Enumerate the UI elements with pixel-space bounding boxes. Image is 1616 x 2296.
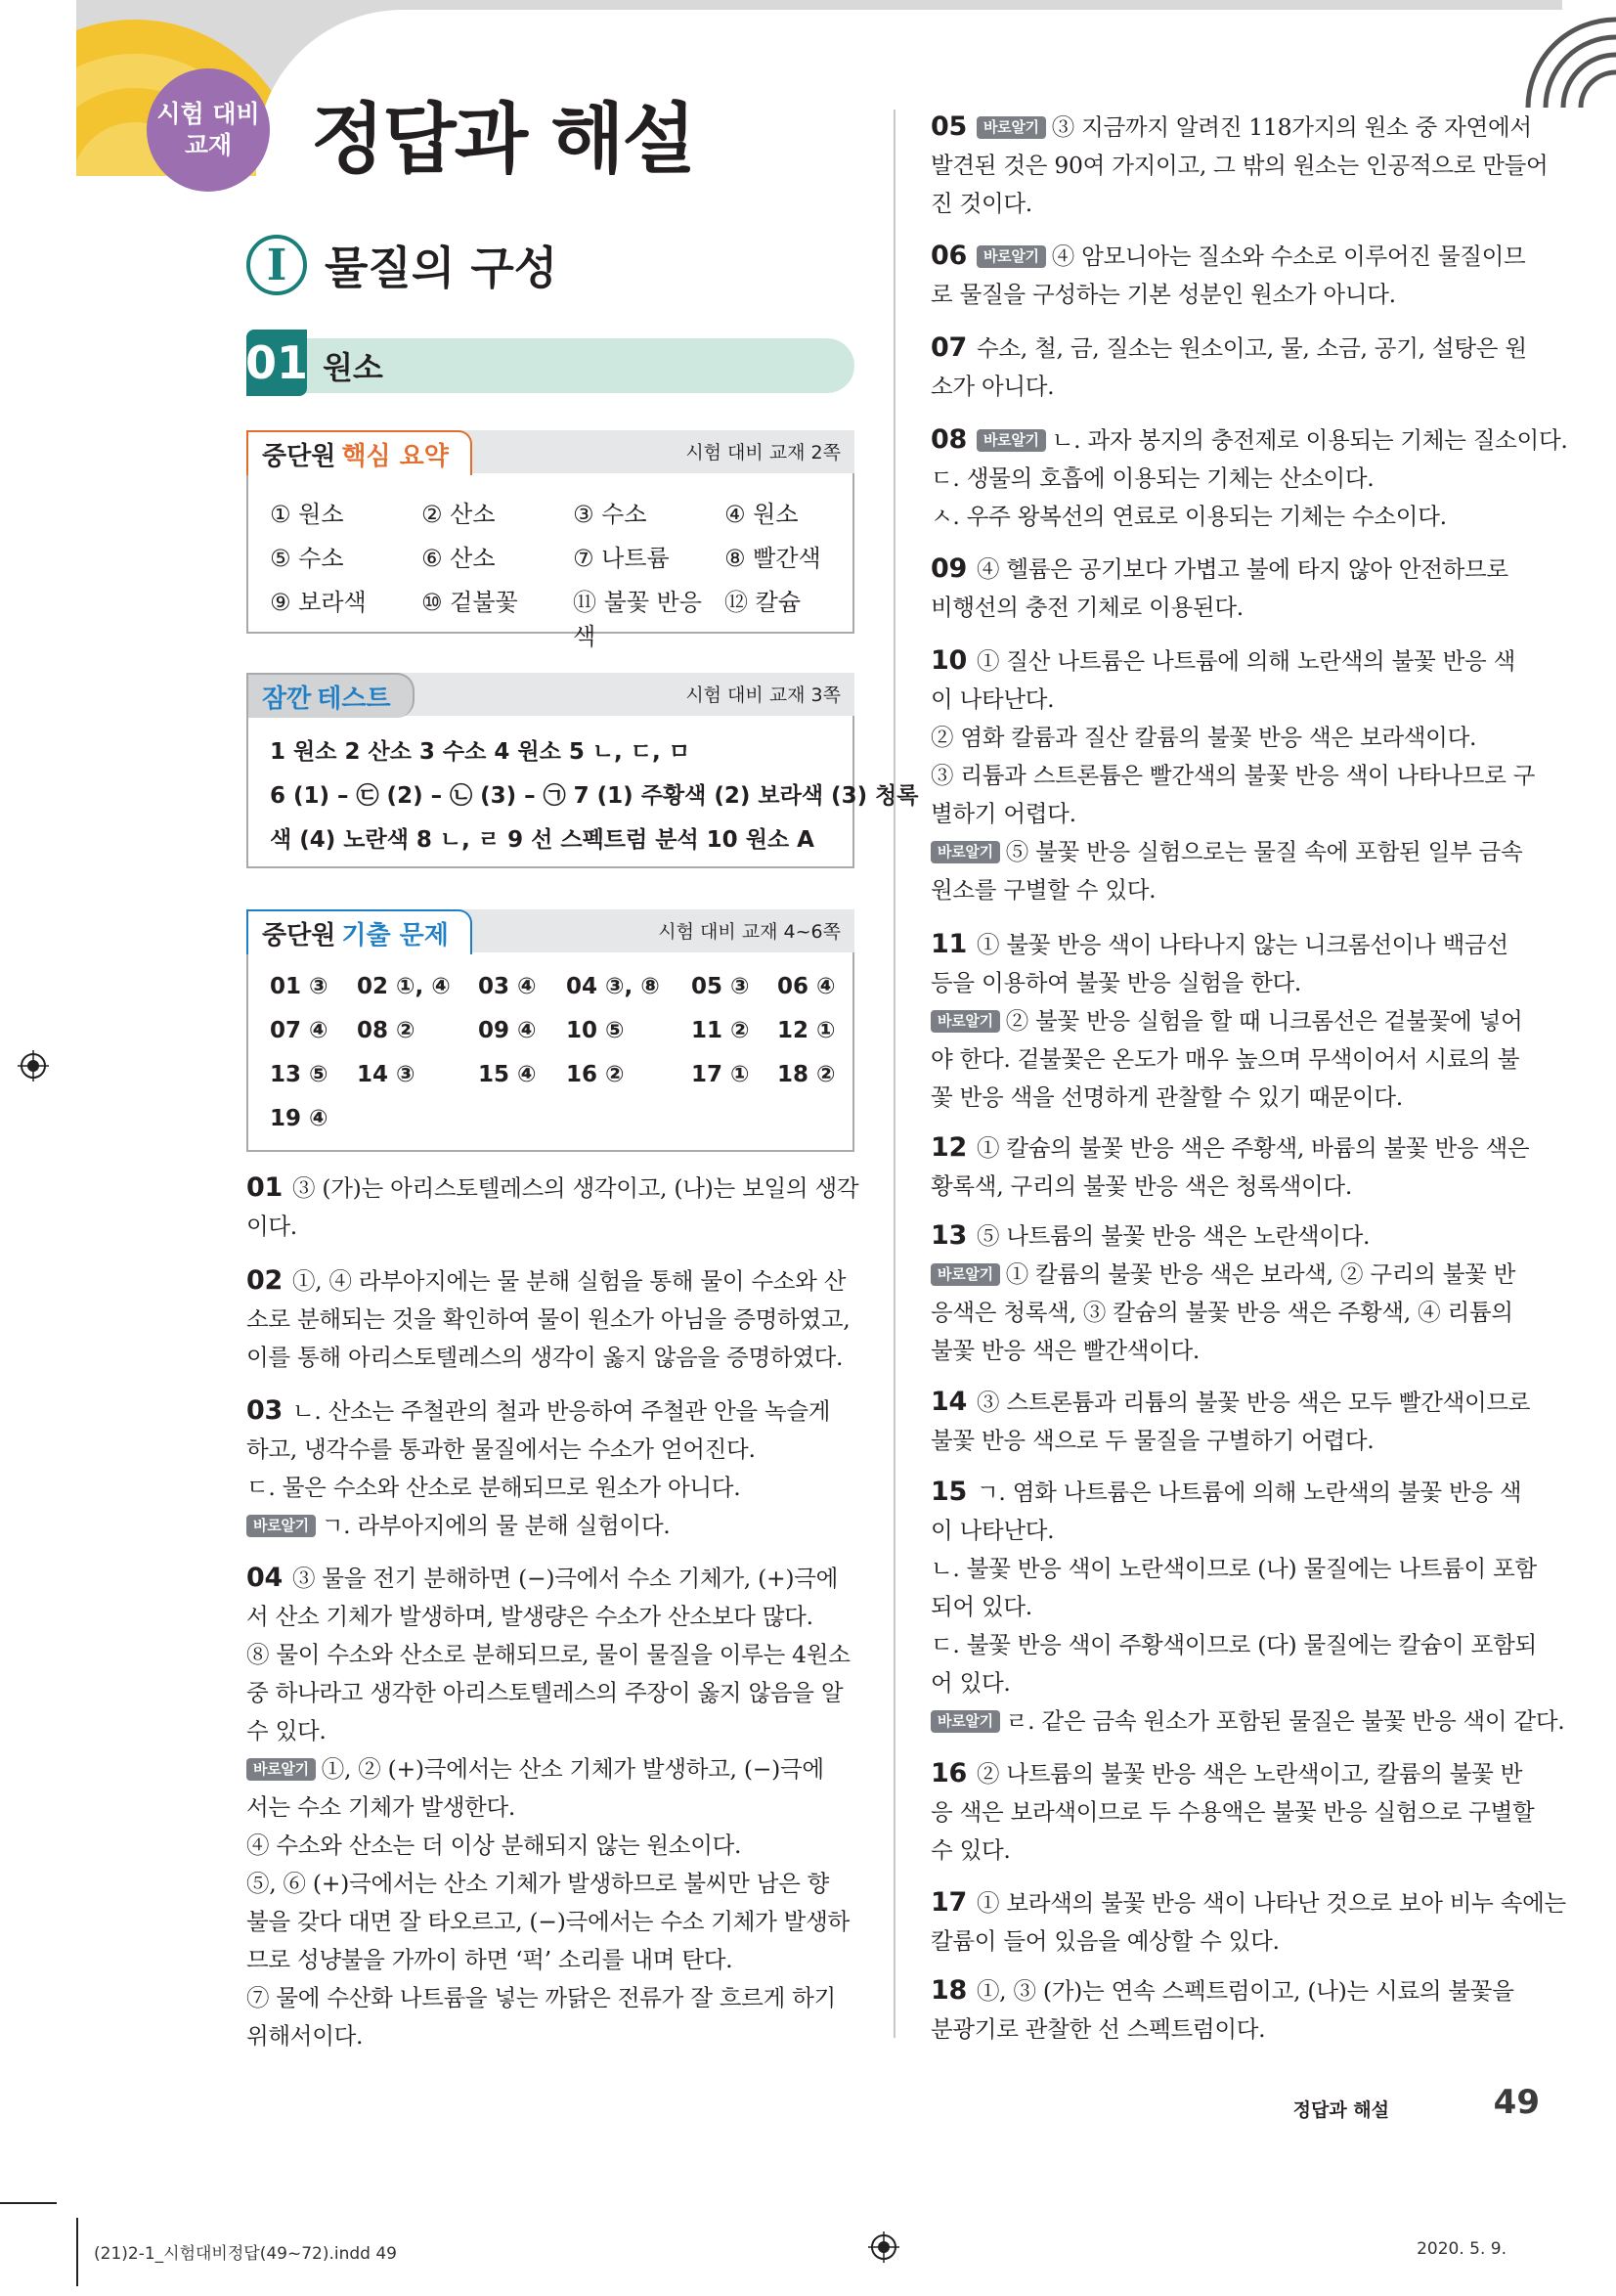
- answer-line: 이다.: [246, 1213, 297, 1240]
- answer-16: [931, 1754, 1542, 1870]
- answer-number: 10: [931, 645, 967, 676]
- section-heading: [246, 338, 854, 393]
- problem-answer: 06 ④: [777, 974, 836, 999]
- answer-line: ④ 암모니아는 질소와 수소로 이루어진 물질이므: [1051, 243, 1526, 270]
- answer-line: 중 하나라고 생각한 아리스토텔레스의 주장이 옳지 않음을 알: [246, 1679, 844, 1706]
- answer-07: [931, 329, 1542, 406]
- answer-line: 응색은 청록색, ③ 칼슘의 불꽃 반응 색은 주황색, ④ 리튬의: [931, 1299, 1513, 1326]
- correction-tag: 바로알기: [931, 1263, 1000, 1286]
- answer-number: 05: [931, 111, 967, 142]
- answer-06: [931, 237, 1542, 314]
- summary-tab: [246, 430, 472, 475]
- past-problems-tab: [246, 909, 472, 954]
- answer-line: ⑧ 물이 수소와 산소로 분해되므로, 물이 물질을 이루는 4원소: [246, 1641, 851, 1668]
- answer-line: 발견된 것은 90여 가지이고, 그 밖의 원소는 인공적으로 만들어: [931, 152, 1549, 179]
- quick-test-tab: [246, 673, 415, 718]
- answer-line: ㄴ. 불꽃 반응 색이 노란색이므로 (나) 물질에는 나트륨이 포함: [931, 1555, 1537, 1582]
- answer-number: 14: [931, 1387, 967, 1417]
- answer-04: [246, 1559, 860, 2055]
- answer-05: [931, 108, 1549, 223]
- problem-answer: 17 ①: [691, 1062, 750, 1087]
- answer-line: ③ 지금까지 알려진 118가지의 원소 중 자연에서: [1051, 113, 1532, 141]
- answer-line: ㄱ. 라부아지에의 물 분해 실험이다.: [321, 1512, 671, 1539]
- correction-tag: 바로알기: [977, 429, 1046, 452]
- answer-line: ㄴ. 산소는 주철관의 철과 반응하여 주철관 안을 녹슬게: [291, 1397, 831, 1425]
- corner-arc-decoration: [1508, 0, 1616, 108]
- answer-line: ㄷ. 생물의 호흡에 이용되는 기체는 산소이다.: [931, 464, 1375, 492]
- answer-line: ① 칼륨의 불꽃 반응 색은 보라색, ② 구리의 불꽃 반: [1005, 1260, 1516, 1288]
- answer-line: ①, ④ 라부아지에는 물 분해 실험을 통해 물이 수소와 산: [291, 1267, 847, 1295]
- problem-answer: 07 ④: [270, 1018, 328, 1043]
- answer-line: ㅅ. 우주 왕복선의 연료로 이용되는 기체는 수소이다.: [931, 503, 1447, 530]
- summary-item: ① 원소: [270, 501, 344, 528]
- answer-line: 소가 아니다.: [931, 373, 1055, 400]
- print-file-info: (21)2-1_시험대비정답(49~72).indd 49: [94, 2244, 397, 2264]
- quick-test-tab-main: 잠깐: [262, 684, 312, 714]
- answer-line: ⑤, ⑥ (+)극에서는 산소 기체가 발생하므로 불씨만 남은 향: [246, 1870, 830, 1897]
- answer-line: ①, ③ (가)는 연속 스펙트럼이고, (나)는 시료의 불꽃을: [976, 1977, 1514, 2005]
- problem-answer: 08 ②: [357, 1018, 415, 1043]
- answer-line: 불꽃 반응 색은 빨간색이다.: [931, 1337, 1201, 1364]
- answer-10: [931, 641, 1542, 909]
- page-title: 정답과 해설: [311, 96, 694, 184]
- correction-tag: 바로알기: [977, 245, 1046, 268]
- crop-mark: [76, 2218, 78, 2286]
- problem-answer: 13 ⑤: [270, 1062, 328, 1087]
- problem-answer: 04 ③, ⑧: [566, 974, 660, 999]
- problem-answer: 05 ③: [691, 974, 750, 999]
- problem-answer: 01 ③: [270, 974, 328, 999]
- answer-line: ② 불꽃 반응 실험을 할 때 니크롬선은 겉불꽃에 넣어: [1005, 1007, 1523, 1035]
- answer-line: 므로 성냥불을 가까이 하면 ‘퍽’ 소리를 내며 탄다.: [246, 1946, 733, 1973]
- answer-line: 원소를 구별할 수 있다.: [931, 876, 1157, 904]
- answer-number: 01: [246, 1172, 283, 1203]
- answer-line: 분광기로 관찰한 선 스펙트럼이다.: [931, 2015, 1266, 2043]
- exam-prep-badge: [147, 68, 270, 192]
- summary-item: ⑩ 겉불꽃: [421, 589, 518, 616]
- answer-number: 04: [246, 1563, 283, 1593]
- problem-answer: 15 ④: [478, 1062, 537, 1087]
- answer-line: 하고, 냉각수를 통과한 물질에서는 수소가 얻어진다.: [246, 1435, 756, 1463]
- answer-line: ② 염화 칼륨과 질산 칼륨의 불꽃 반응 색은 보라색이다.: [931, 724, 1477, 751]
- answer-line: ①, ② (+)극에서는 산소 기체가 발생하고, (−)극에: [321, 1755, 824, 1783]
- summary-item: ④ 원소: [724, 501, 799, 528]
- answer-line: ㄴ. 과자 봉지의 충전제로 이용되는 기체는 질소이다.: [1051, 426, 1568, 454]
- answer-13: [931, 1216, 1542, 1370]
- answer-line: 이를 통해 아리스토텔레스의 생각이 옳지 않음을 증명하였다.: [246, 1344, 844, 1371]
- answer-line: 서 산소 기체가 발생하며, 발생량은 수소가 산소보다 많다.: [246, 1603, 813, 1630]
- answer-02: [246, 1261, 860, 1377]
- answer-line: 꽃 반응 색을 선명하게 관찰할 수 있기 때문이다.: [931, 1083, 1403, 1111]
- answer-number: 03: [246, 1395, 283, 1426]
- answer-line: ③ 리튬과 스트론튬은 빨간색의 불꽃 반응 색이 나타나므로 구: [931, 762, 1536, 789]
- answer-03: [246, 1391, 860, 1545]
- summary-item: ⑫ 칼슘: [724, 589, 801, 616]
- answer-number: 11: [931, 929, 967, 959]
- crop-mark: [0, 2202, 57, 2204]
- section-title: 원소: [323, 349, 383, 386]
- answer-line: ㄷ. 물은 수소와 산소로 분해되므로 원소가 아니다.: [246, 1474, 741, 1501]
- answer-line: 로 물질을 구성하는 기본 성분인 원소가 아니다.: [931, 281, 1396, 308]
- answer-line: ⑦ 물에 수산화 나트륨을 넣는 까닭은 전류가 잘 흐르게 하기: [246, 1984, 836, 2011]
- answer-line: ① 불꽃 반응 색이 나타나지 않는 니크롬선이나 백금선: [976, 931, 1508, 958]
- answer-line: 응 색은 보라색이므로 두 수용액은 불꽃 반응 실험으로 구별할: [931, 1798, 1535, 1826]
- past-problems-tab-accent: 기출 문제: [341, 920, 449, 950]
- problem-answer: 09 ④: [478, 1018, 537, 1043]
- problem-answer: 03 ④: [478, 974, 537, 999]
- print-date: 2020. 5. 9.: [1417, 2239, 1507, 2259]
- problem-answer: 14 ③: [357, 1062, 415, 1087]
- summary-item: ⑥ 산소: [421, 545, 496, 572]
- summary-tab-main: 중단원: [262, 441, 336, 471]
- footer-label: 정답과 해설: [1292, 2099, 1389, 2121]
- answer-line: ⑤ 나트륨의 불꽃 반응 색은 노란색이다.: [976, 1222, 1371, 1250]
- answer-number: 07: [931, 332, 967, 363]
- past-problems-tab-main: 중단원: [262, 920, 336, 950]
- answer-line: 불을 갖다 대면 잘 타오르고, (−)극에서는 수소 기체가 발생하: [246, 1908, 850, 1935]
- answer-line: 위해서이다.: [246, 2022, 364, 2050]
- problem-answer: 19 ④: [270, 1106, 328, 1131]
- answer-08: [931, 420, 1568, 536]
- past-problems-grid: [270, 974, 843, 1150]
- answer-line: 수 있다.: [931, 1836, 1011, 1864]
- problem-answer: 18 ②: [777, 1062, 836, 1087]
- answer-01: [246, 1169, 860, 1246]
- quick-test-box: [246, 673, 919, 868]
- answer-line: 되어 있다.: [931, 1593, 1032, 1620]
- registration-mark-icon: [18, 1050, 49, 1082]
- summary-item: ⑦ 나트륨: [573, 545, 670, 572]
- answer-line: ① 칼슘의 불꽃 반응 색은 주황색, 바륨의 불꽃 반응 색은: [976, 1134, 1530, 1162]
- answer-line: 별하기 어렵다.: [931, 800, 1076, 827]
- answer-number: 13: [931, 1220, 967, 1251]
- answer-number: 15: [931, 1477, 967, 1507]
- answer-number: 16: [931, 1758, 967, 1788]
- answer-line: 이 나타난다.: [931, 1517, 1055, 1544]
- problem-answer: 12 ①: [777, 1018, 836, 1043]
- quick-test-ref: 시험 대비 교재 3쪽: [685, 684, 841, 706]
- answer-number: 18: [931, 1975, 967, 2006]
- problem-answer: 16 ②: [566, 1062, 625, 1087]
- badge-line-1: 시험 대비: [156, 100, 260, 128]
- answer-line: 서는 수소 기체가 발생한다.: [246, 1793, 516, 1821]
- answer-line: 야 한다. 겉불꽃은 온도가 매우 높으며 무색이어서 시료의 불: [931, 1045, 1520, 1073]
- answer-line: ② 나트륨의 불꽃 반응 색은 노란색이고, 칼륨의 불꽃 반: [976, 1760, 1523, 1788]
- correction-tag: 바로알기: [246, 1515, 316, 1537]
- answer-line: 수 있다.: [246, 1717, 327, 1744]
- section-number: 01: [246, 330, 307, 396]
- answer-line: ㄱ. 염화 나트륨은 나트륨에 의해 노란색의 불꽃 반응 색: [976, 1479, 1522, 1506]
- answer-line: 수소, 철, 금, 질소는 원소이고, 물, 소금, 공기, 설탕은 원: [976, 334, 1527, 362]
- correction-tag: 바로알기: [931, 841, 1000, 863]
- summary-box: [246, 430, 854, 650]
- answer-number: 02: [246, 1265, 283, 1296]
- summary-item: ⑨ 보라색: [270, 589, 367, 616]
- answer-number: 06: [931, 241, 967, 271]
- summary-item: ⑧ 빨간색: [724, 545, 821, 572]
- answer-17: [931, 1883, 1566, 1961]
- answer-11: [931, 925, 1542, 1117]
- answer-18: [931, 1971, 1542, 2049]
- answer-line: ③ 스트론튬과 리튬의 불꽃 반응 색은 모두 빨간색이므로: [976, 1389, 1531, 1416]
- answer-line: ㄹ. 같은 금속 원소가 포함된 물질은 불꽃 반응 색이 같다.: [1005, 1707, 1565, 1735]
- correction-tag: 바로알기: [246, 1758, 316, 1781]
- quick-test-line: 6 (1) – ㉢ (2) – ㉡ (3) – ㉠ 7 (1) 주황색 (2) 보라색 (3) 청록: [270, 783, 919, 809]
- correction-tag: 바로알기: [931, 1710, 1000, 1733]
- answer-14: [931, 1383, 1542, 1460]
- answer-number: 12: [931, 1132, 967, 1163]
- answer-line: 등을 이용하여 불꽃 반응 실험을 한다.: [931, 969, 1302, 996]
- answer-line: 진 것이다.: [931, 190, 1032, 217]
- problem-answer: 02 ①, ④: [357, 974, 451, 999]
- problem-answer: 10 ⑤: [566, 1018, 625, 1043]
- unit-numeral: I: [246, 235, 307, 295]
- page-number: 49: [1493, 2083, 1540, 2122]
- summary-item: ⑪ 불꽃 반응 색: [573, 589, 702, 650]
- answer-line: 이 나타난다.: [931, 685, 1055, 713]
- summary-item: ③ 수소: [573, 501, 647, 528]
- summary-grid: [270, 495, 843, 650]
- answer-line: ⑤ 불꽃 반응 실험으로는 물질 속에 포함된 일부 금속: [1005, 838, 1523, 865]
- summary-item: ⑤ 수소: [270, 545, 344, 572]
- answer-line: ① 보라색의 불꽃 반응 색이 나타난 것으로 보아 비누 속에는: [976, 1889, 1566, 1917]
- correction-tag: 바로알기: [977, 116, 1046, 139]
- badge-line-2: 교재: [184, 131, 233, 159]
- correction-tag: 바로알기: [931, 1010, 1000, 1033]
- past-problems-box: [246, 909, 854, 1152]
- answer-line: 황록색, 구리의 불꽃 반응 색은 청록색이다.: [931, 1172, 1353, 1200]
- answer-15: [931, 1473, 1565, 1741]
- registration-mark-icon: [868, 2231, 899, 2263]
- unit-heading: [246, 233, 557, 297]
- summary-item: ② 산소: [421, 501, 496, 528]
- quick-test-line: 색 (4) 노란색 8 ㄴ, ㄹ 9 선 스펙트럼 분석 10 원소 A: [270, 827, 814, 853]
- answer-line: ㄷ. 불꽃 반응 색이 주황색이므로 (다) 물질에는 칼슘이 포함되: [931, 1631, 1537, 1658]
- quick-test-tab-accent: 테스트: [317, 684, 391, 714]
- summary-ref: 시험 대비 교재 2쪽: [685, 442, 841, 464]
- answer-number: 08: [931, 424, 967, 455]
- answer-line: ① 질산 나트륨은 나트륨에 의해 노란색의 불꽃 반응 색: [976, 647, 1515, 675]
- answer-line: 불꽃 반응 색으로 두 물질을 구별하기 어렵다.: [931, 1427, 1375, 1454]
- unit-title: 물질의 구성: [325, 242, 558, 294]
- answer-line: 칼륨이 들어 있음을 예상할 수 있다.: [931, 1927, 1280, 1955]
- quick-test-line: 1 원소 2 산소 3 수소 4 원소 5 ㄴ, ㄷ, ㅁ: [270, 739, 690, 765]
- answer-line: ④ 수소와 산소는 더 이상 분해되지 않는 원소이다.: [246, 1832, 742, 1859]
- problem-answer: 11 ②: [691, 1018, 750, 1043]
- answer-line: ③ 물을 전기 분해하면 (−)극에서 수소 기체가, (+)극에: [291, 1565, 839, 1592]
- answer-number: 09: [931, 553, 967, 584]
- answer-line: 어 있다.: [931, 1669, 1011, 1697]
- answer-12: [931, 1128, 1542, 1206]
- answer-line: 소로 분해되는 것을 확인하여 물이 원소가 아님을 증명하였고,: [246, 1305, 851, 1333]
- answer-number: 17: [931, 1887, 967, 1918]
- summary-tab-accent: 핵심 요약: [341, 441, 449, 471]
- answer-line: ④ 헬륨은 공기보다 가볍고 불에 타지 않아 안전하므로: [976, 555, 1508, 583]
- column-divider: [894, 110, 895, 2038]
- answer-09: [931, 550, 1542, 627]
- answer-line: ③ (가)는 아리스토텔레스의 생각이고, (나)는 보일의 생각: [291, 1174, 859, 1202]
- answer-line: 비행선의 충전 기체로 이용된다.: [931, 594, 1244, 621]
- past-problems-ref: 시험 대비 교재 4~6쪽: [658, 921, 841, 943]
